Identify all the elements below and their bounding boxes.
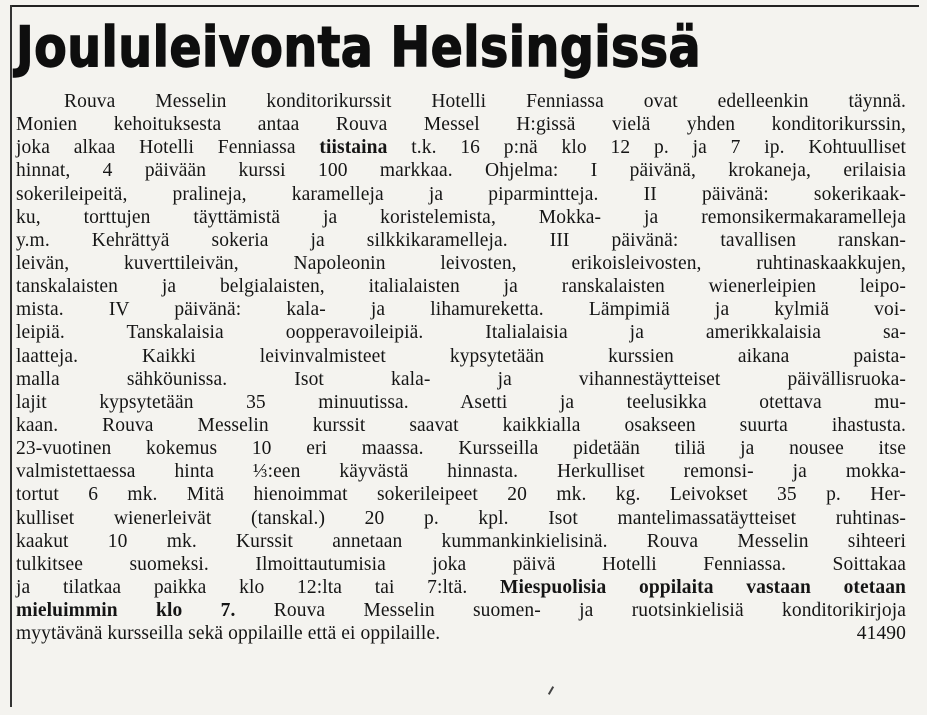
- line-text: t.k. 16 p:nä klo 12 p. ja 7 ip. Kohtuulliset: [387, 137, 906, 159]
- left-border-rule: [10, 5, 12, 707]
- article-line: [16, 576, 906, 599]
- top-border-rule: [10, 5, 919, 7]
- article-line: Monien kehoituksesta antaa Rouva Messel H:gissä vielä yhden konditorikurssin,: [16, 114, 906, 136]
- bold-emphasis: tiistaina: [319, 137, 388, 159]
- article-line: 23-vuotinen kokemus 10 eri maassa. Kursseilla pidetään tiliä ja nousee itse: [16, 438, 906, 460]
- article-line: hinnat, 4 päivään kurssi 100 markkaa. Ohjelma: I päivänä, krokaneja, erilaisia: [16, 160, 906, 182]
- bold-emphasis: Miespuolisia oppilaita vastaan otetaan: [500, 576, 907, 598]
- article-line: lajit kypsytetään 35 minuutissa. Asetti ja teelusikka otettava mu-: [16, 391, 906, 413]
- article-line: ku, torttujen täyttämistä ja koristelemista, Mokka- ja remonsikermakaramelleja: [16, 206, 906, 228]
- ad-number: 41490: [856, 623, 906, 645]
- article-body: [16, 90, 906, 645]
- line-text: Rouva Messelin suomen- ja ruotsinkielisiä konditorikirjoja: [235, 600, 906, 622]
- bold-emphasis: mieluimmin klo 7.: [16, 600, 236, 622]
- article-line: tanskalaisten ja belgialaisten, italialaisten ja ranskalaisten wienerleipien leipo-: [16, 276, 906, 298]
- article-line: Rouva Messelin konditorikurssit Hotelli Fenniassa ovat edelleenkin täynnä.: [64, 91, 906, 112]
- article-line: leipiä. Tanskalaisia oopperavoileipiä. Italialaisia ja amerikkalaisia sa-: [16, 322, 906, 344]
- article-line: tortut 6 mk. Mitä hienoimmat sokerileipeet 20 mk. kg. Leivokset 35 p. Her-: [16, 484, 906, 506]
- article-line: [16, 136, 906, 159]
- headline: Joululeivonta Helsingissä: [16, 15, 702, 79]
- article-line: kaakut 10 mk. Kurssit annetaan kummankinkielisinä. Rouva Messelin sihteeri: [16, 530, 906, 552]
- line-text: ja tilatkaa paikka klo 12:lta tai 7:ltä.: [16, 576, 500, 598]
- article-line: myytävänä kursseilla sekä oppilaille että ei oppilaille. 41490: [16, 623, 906, 645]
- article-line: kaan. Rouva Messelin kurssit saavat kaikkialla osakseen suurta ihastusta.: [16, 414, 906, 436]
- line-text: joka alkaa Hotelli Fenniassa: [16, 137, 320, 159]
- article-line: kulliset wienerleivät (tanskal.) 20 p. kpl. Isot mantelimassatäytteiset ruhtinas-: [16, 507, 906, 529]
- article-line: [16, 599, 906, 622]
- article-line: tulkitsee suomeksi. Ilmoittautumisia joka päivä Hotelli Fenniassa. Soittakaa: [16, 553, 906, 575]
- article-line: sokerileipeitä, pralineja, karamelleja ja piparmintteja. II päivänä: sokerikaak-: [16, 183, 906, 205]
- print-speck: [548, 686, 554, 695]
- article-line: leivän, kuverttileivän, Napoleonin leivosten, erikoisleivosten, ruhtinaskaakkujen,: [16, 252, 906, 274]
- article-line: mista. IV päivänä: kala- ja lihamureketta. Lämpimiä ja kylmiä voi-: [16, 299, 906, 321]
- article-line: laatteja. Kaikki leivinvalmisteet kypsytetään kurssien aikana paista-: [16, 345, 906, 367]
- article-line: y.m. Kehrättyä sokeria ja silkkikaramelleja. III päivänä: tavallisen ranskan-: [16, 229, 906, 251]
- article-line: valmistettaessa hinta ⅓:een käyvästä hinnasta. Herkulliset remonsi- ja mokka-: [16, 461, 906, 483]
- article-line: malla sähköunissa. Isot kala- ja vihannestäytteiset päivällisruoka-: [16, 368, 906, 390]
